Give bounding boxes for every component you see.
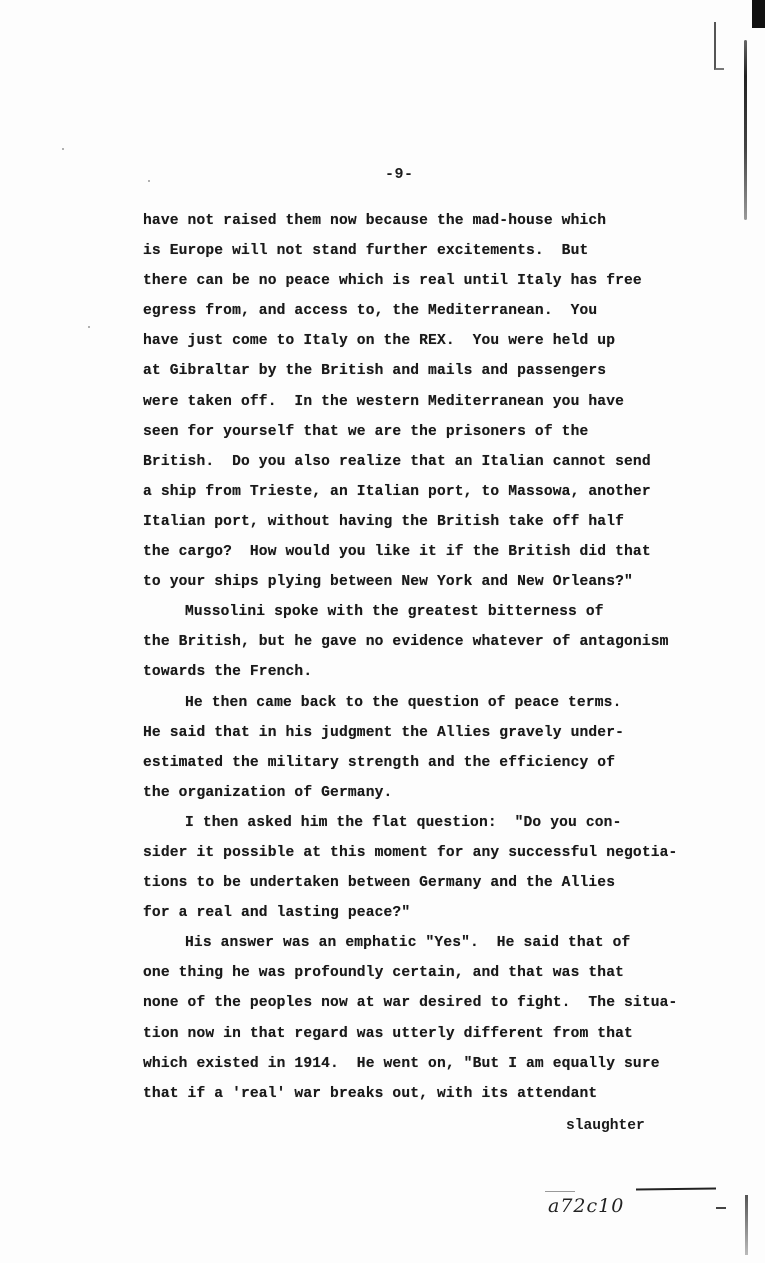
text-line: He said that in his judgment the Allies gravely under- xyxy=(143,724,625,741)
text-line: have just come to Italy on the REX. You were held up xyxy=(143,333,616,350)
text-line: is Europe will not stand further excitements. But xyxy=(143,243,589,260)
text-line: the cargo? How would you like it if the British did that xyxy=(143,544,651,561)
text-line: to your ships plying between New York and New Orleans?" xyxy=(143,574,633,591)
handwritten-archive-number: a72c10 xyxy=(548,1195,625,1217)
ink-rule xyxy=(636,1187,716,1190)
text-line: which existed in 1914. He went on, "But I am equally sure xyxy=(143,1055,660,1072)
text-line: His answer was an emphatic "Yes". He said that of xyxy=(185,935,631,952)
scan-speck xyxy=(148,180,150,182)
text-line: that if a 'real' war breaks out, with its attendant xyxy=(143,1085,598,1102)
text-line: for a real and lasting peace?" xyxy=(143,905,411,922)
text-line: estimated the military strength and the efficiency of xyxy=(143,754,616,771)
scan-edge-line xyxy=(744,40,747,220)
text-line: egress from, and access to, the Mediterranean. You xyxy=(143,303,598,320)
text-line: one thing he was profoundly certain, and that was that xyxy=(143,965,625,982)
scan-speck xyxy=(88,326,90,328)
page-number: -9- xyxy=(385,166,414,183)
text-line: He then came back to the question of peace terms. xyxy=(185,694,622,711)
scan-edge-line-bottom xyxy=(745,1195,748,1255)
scan-edge-mark xyxy=(714,22,724,70)
pencil-rule xyxy=(545,1191,575,1192)
scan-speck xyxy=(62,148,64,150)
text-line: have not raised them now because the mad-house which xyxy=(143,213,607,229)
text-line: Mussolini spoke with the greatest bitterness of xyxy=(185,604,604,621)
text-line: the organization of Germany. xyxy=(143,784,393,801)
catchword: slaughter xyxy=(566,1118,645,1134)
text-line: tion now in that regard was utterly different from that xyxy=(143,1025,633,1042)
text-line: towards the French. xyxy=(143,664,313,681)
scan-edge-dash xyxy=(716,1207,726,1209)
text-line: there can be no peace which is real until Italy has free xyxy=(143,273,642,290)
text-line: seen for yourself that we are the prisoners of the xyxy=(143,423,589,440)
text-line: I then asked him the flat question: "Do you con- xyxy=(185,814,622,831)
text-line: at Gibraltar by the British and mails and passengers xyxy=(143,363,607,380)
scan-corner-shadow xyxy=(752,0,765,28)
text-line: British. Do you also realize that an Italian cannot send xyxy=(143,453,651,470)
text-line: tions to be undertaken between Germany and the Allies xyxy=(143,875,616,892)
text-line: a ship from Trieste, an Italian port, to Massowa, another xyxy=(143,483,651,500)
body-text xyxy=(143,206,703,1109)
text-line: none of the peoples now at war desired to fight. The situa- xyxy=(143,995,678,1012)
text-line: were taken off. In the western Mediterranean you have xyxy=(143,393,625,410)
text-line: sider it possible at this moment for any successful negotia- xyxy=(143,844,678,861)
text-line: Italian port, without having the British take off half xyxy=(143,513,625,530)
text-line: the British, but he gave no evidence whatever of antagonism xyxy=(143,634,669,651)
